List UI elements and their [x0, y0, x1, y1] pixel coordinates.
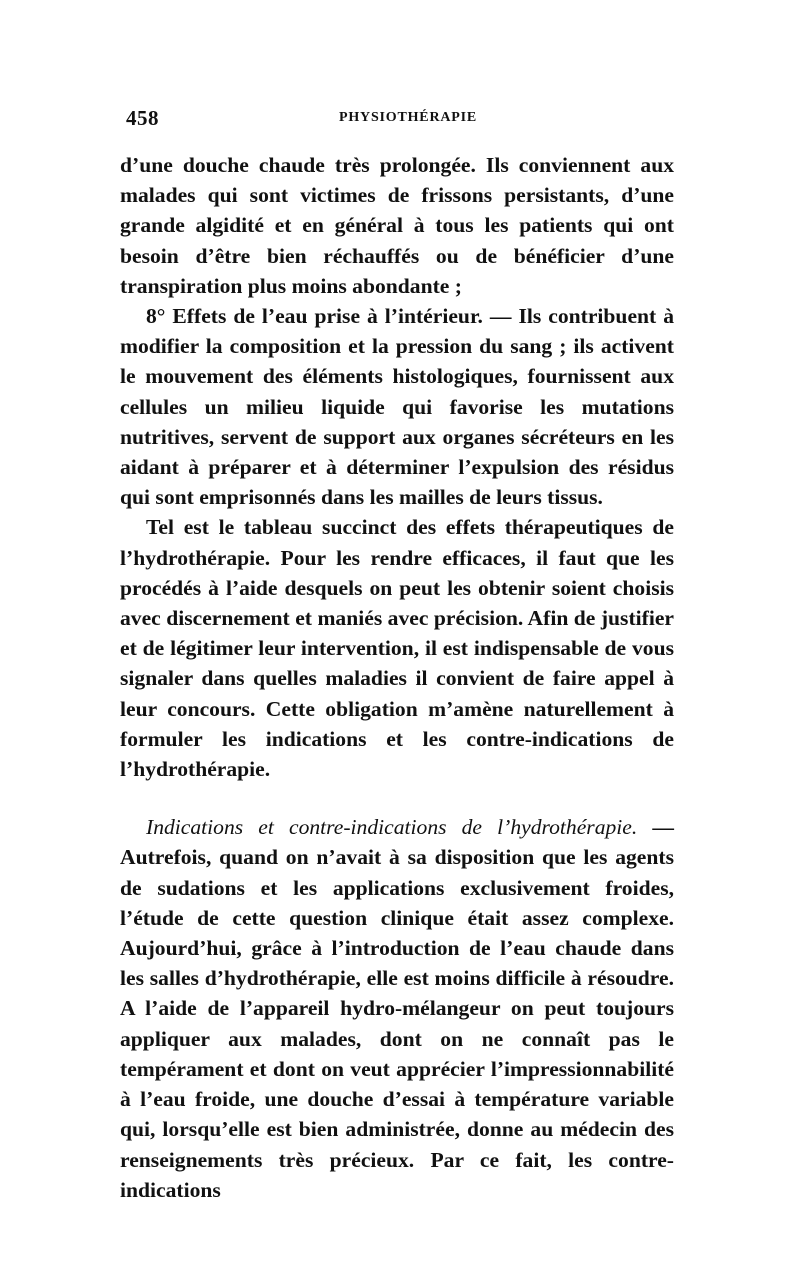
section-title: Indications et contre-indications de l’hydrothérapie.	[146, 815, 638, 840]
paragraph-spacer	[120, 784, 674, 812]
paragraph-2: 8° Effets de l’eau prise à l’intérieur. — Ils contribuent à modifier la composition et la pression du sang ; ils activent le mouvement des éléments histologiques, fournissent aux cellules un milieu liquide qui favorise les mutations nutritives, servent de support aux organes sécréteurs en les aidant à préparer et à déterminer l’expulsion des résidus qui sont emprisonnés dans les mailles de leurs tissus.	[120, 304, 674, 510]
section-dash: —	[637, 815, 674, 840]
paragraph-1: d’une douche chaude très prolongée. Ils conviennent aux malades qui sont victimes de frissons persistants, d’une grande algidité et en général à tous les patients qui ont besoin d’être bien réchauffés ou de bénéficier d’une transpiration plus moins abondante ;	[120, 153, 674, 298]
page-body	[120, 150, 674, 1205]
paragraph-3: Tel est le tableau succinct des effets thérapeutiques de l’hydrothérapie. Pour les rendre efficaces, il faut que les procédés à l’aide desquels on peut les obtenir soient choisis avec discernement et maniés avec précision. Afin de justifier et de légitimer leur intervention, il est indispensable de vous signaler dans quelles maladies il convient de faire appel à leur concours. Cette obligation m’amène naturellement à formuler les indications et les contre-indications de l’hydrothérapie.	[120, 515, 674, 782]
page-number: 458	[126, 106, 159, 130]
running-head: PHYSIOTHÉRAPIE	[339, 110, 477, 125]
paragraph-4	[120, 812, 674, 1205]
paragraph-4-body: Autrefois, quand on n’avait à sa disposition que les agents de sudations et les applications exclusivement froides, l’étude de cette question clinique était assez complexe. Aujourd’hui, grâce à l’introduction de l’eau chaude dans les salles d’hydrothérapie, elle est moins difficile à résoudre. A l’aide de l’appareil hydro-mélangeur on peut toujours appliquer aux malades, dont on ne connaît pas le tempérament et dont on veut apprécier l’impressionnabilité à l’eau froide, une douche d’essai à température variable qui, lorsqu’elle est bien administrée, donne au médecin des renseignements très précieux. Par ce fait, les contre-indications	[120, 845, 674, 1202]
page-header	[126, 106, 674, 136]
